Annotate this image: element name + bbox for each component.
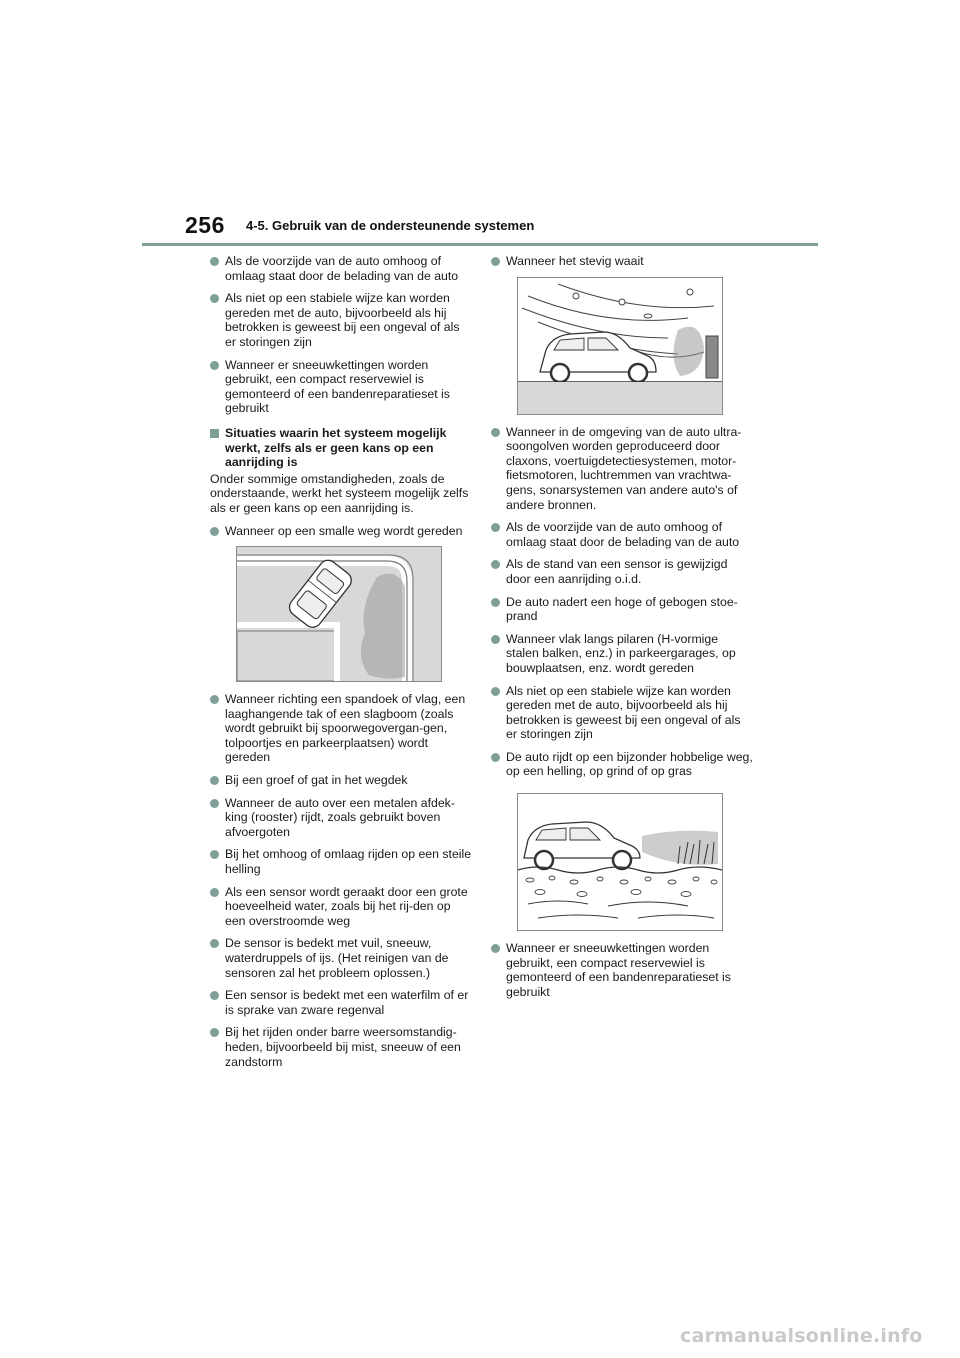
left-column: [210, 254, 472, 1077]
list-item: Bij een groef of gat in het wegdek: [210, 773, 472, 788]
list-item: Als een sensor wordt geraakt door een grote hoeveelheid water, zoals bij het rij-den op een overstroomde weg: [210, 885, 472, 929]
list-item: Een sensor is bedekt met een waterfilm of er is sprake van zware regenval: [210, 988, 472, 1017]
list-item: Wanneer vlak langs pilaren (H-vormige stalen balken, enz.) in parkeergarages, op bouwplaatsen, enz. wordt gereden: [491, 632, 753, 676]
narrow-road-illustration: [236, 546, 442, 682]
section-heading: Situaties waarin het systeem mogelijk werkt, zelfs als er geen kans op een aanrijding is: [210, 426, 472, 470]
bumpy-road-illustration: [517, 793, 723, 931]
strong-wind-illustration: [517, 277, 723, 415]
list-item: Wanneer er sneeuwkettingen worden gebruikt, een compact reservewiel is gemonteerd of een bandenreparatieset is gebruikt: [210, 358, 472, 416]
list-item: De auto nadert een hoge of gebogen stoe-prand: [491, 595, 753, 624]
header-rule: [142, 243, 818, 246]
list-item: Bij het rijden onder barre weersomstandig-heden, bijvoorbeeld bij mist, sneeuw of een zandstorm: [210, 1025, 472, 1069]
list-item: Als de voorzijde van de auto omhoog of omlaag staat door de belading van de auto: [210, 254, 472, 283]
list-item: Wanneer in de omgeving van de auto ultra-soongolven worden geproduceerd door claxons, voertuigdetectiesystemen, motor-fietsmotoren, luchtremmen van vrachtwa-gens, sonarsystemen van andere auto's of andere bronnen.: [491, 425, 753, 513]
list-item: Wanneer op een smalle weg wordt gereden: [210, 524, 472, 539]
section-intro: Onder sommige omstandigheden, zoals de onderstaande, werkt het systeem mogelijk zelfs als er geen kans op een aanrijding is.: [210, 471, 469, 515]
list-item: Als de stand van een sensor is gewijzigd door een aanrijding o.i.d.: [491, 557, 753, 586]
list-item: Als niet op een stabiele wijze kan worden gereden met de auto, bijvoorbeeld als hij betrokken is geweest bij een ongeval of als er storingen zijn: [210, 291, 472, 349]
watermark: carmanualsonline.info: [680, 1325, 923, 1347]
list-item: Als de voorzijde van de auto omhoog of omlaag staat door de belading van de auto: [491, 520, 753, 549]
list-item: Bij het omhoog of omlaag rijden op een steile helling: [210, 847, 472, 876]
chapter-title: 4-5. Gebruik van de ondersteunende systemen: [246, 218, 535, 233]
list-item: De auto rijdt op een bijzonder hobbelige weg, op een helling, op grind of op gras: [491, 750, 753, 779]
list-item: Wanneer er sneeuwkettingen worden gebruikt, een compact reservewiel is gemonteerd of een bandenreparatieset is gebruikt: [491, 941, 753, 999]
page-number: 256: [185, 212, 225, 238]
list-item: Als niet op een stabiele wijze kan worden gereden met de auto, bijvoorbeeld als hij betrokken is geweest bij een ongeval of als er storingen zijn: [491, 684, 753, 742]
list-item: Wanneer het stevig waait: [491, 254, 753, 269]
list-item: Wanneer richting een spandoek of vlag, een laaghangende tak of een slagboom (zoals wordt gebruikt bij spoorwegovergan-gen, tolpoortjes en parkeerplaatsen) wordt gereden: [210, 692, 472, 765]
right-column: [491, 254, 753, 1007]
list-item: De sensor is bedekt met vuil, sneeuw, waterdruppels of ijs. (Het reinigen van de sensoren zal het probleem oplossen.): [210, 936, 472, 980]
list-item: Wanneer de auto over een metalen afdek-king (rooster) rijdt, zoals gebruikt boven afvoergoten: [210, 796, 472, 840]
